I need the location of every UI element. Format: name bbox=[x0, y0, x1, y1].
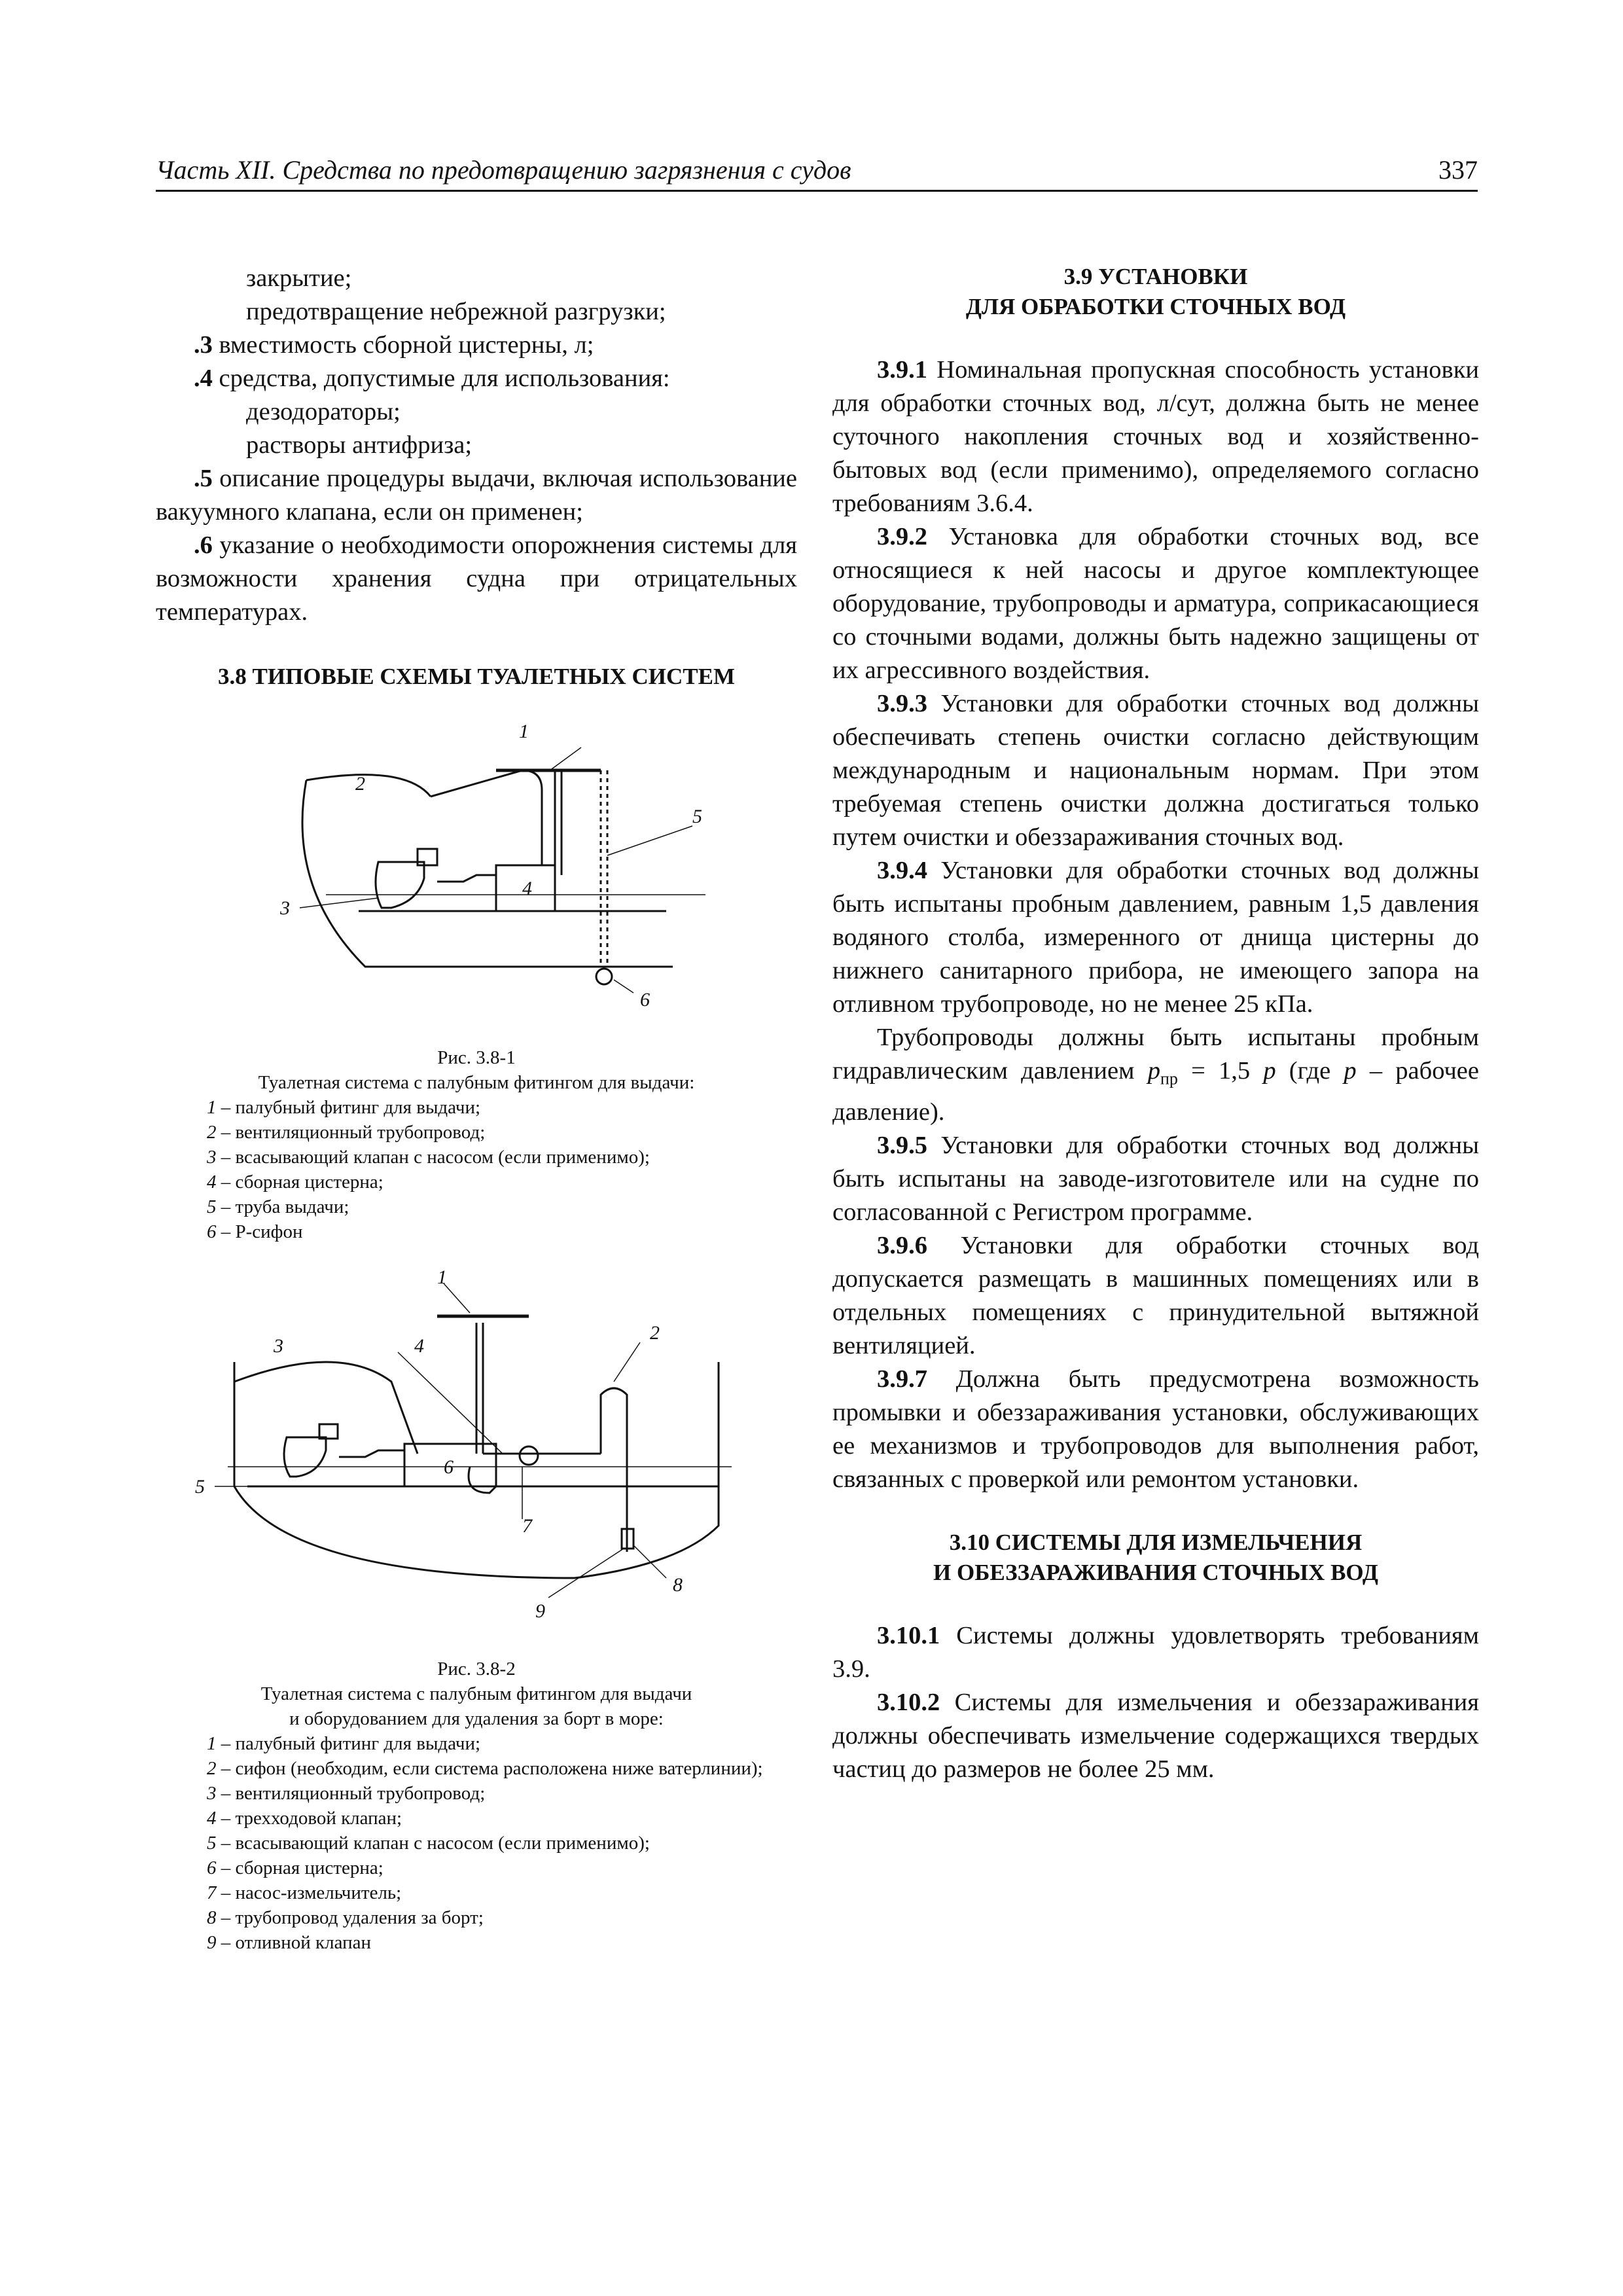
legend-item bbox=[156, 1095, 797, 1120]
item-text: вместимость сборной цистерны, л; bbox=[212, 331, 594, 359]
legend-text: – отливной клапан bbox=[216, 1932, 372, 1953]
legend-item bbox=[156, 1170, 797, 1194]
figure-3-8-2-diagram bbox=[156, 1270, 797, 1657]
item-text: описание процедуры выдачи, включая использование вакуумного клапана, если он применен; bbox=[156, 465, 797, 526]
heading-line: И ОБЕЗЗАРАЖИВАНИЯ СТОЧНЫХ ВОД bbox=[933, 1559, 1378, 1585]
list-item-4 bbox=[156, 362, 797, 395]
figure-desc: Туалетная система с палубным фитингом для выдачи: bbox=[258, 1072, 695, 1093]
paragraph-3-9-4 bbox=[832, 854, 1479, 1021]
para-text: – рабочее давление). bbox=[832, 1057, 1479, 1126]
para-number: 3.9.1 bbox=[877, 356, 927, 384]
legend-num: 2 bbox=[207, 1758, 217, 1779]
fig2-label-1: 1 bbox=[437, 1270, 447, 1288]
formula-var: p bbox=[1263, 1057, 1276, 1085]
leader-line bbox=[300, 898, 378, 908]
leader-line bbox=[398, 1352, 503, 1454]
macerator-pump bbox=[520, 1446, 538, 1465]
legend-text: – сборная цистерна; bbox=[216, 1857, 383, 1878]
formula-var: p bbox=[1344, 1057, 1357, 1085]
para-number: 3.9.5 bbox=[877, 1131, 927, 1159]
figure-3-8-2-caption bbox=[156, 1657, 797, 1955]
legend-text: – сифон (необходим, если система расположена ниже ватерлинии); bbox=[216, 1758, 763, 1779]
paragraph-3-9-3 bbox=[832, 687, 1479, 854]
para-number: 3.9.4 bbox=[877, 857, 927, 884]
page-number: 337 bbox=[1438, 155, 1478, 185]
para-text: Установка для обработки сточных вод, все относящиеся к ней насосы и другое комплектующее оборудование, трубопроводы и арматура, соприкасающиеся со сточными водами, должны быть надежно защищены от их агрессивного воздействия. bbox=[832, 523, 1479, 684]
legend-text: – сборная цистерна; bbox=[216, 1172, 383, 1193]
formula-var: p bbox=[1147, 1057, 1160, 1085]
legend-num: 4 bbox=[207, 1172, 217, 1193]
paragraph-3-10-1 bbox=[832, 1619, 1479, 1686]
legend-item bbox=[156, 1219, 797, 1244]
figure-title: Рис. 3.8-1 bbox=[437, 1047, 516, 1068]
p-trap bbox=[469, 1467, 496, 1493]
vent-pipe bbox=[431, 770, 542, 865]
legend-num: 2 bbox=[207, 1122, 217, 1143]
fig1-label-2: 2 bbox=[355, 773, 365, 795]
fig1-label-3: 3 bbox=[280, 897, 290, 919]
item-text: указание о необходимости опорожнения системы для возможности хранения судна при отрицательных температурах. bbox=[156, 531, 797, 626]
figure-title: Рис. 3.8-2 bbox=[437, 1659, 516, 1679]
legend-num: 3 bbox=[207, 1147, 217, 1168]
legend-num: 8 bbox=[207, 1907, 217, 1928]
leader-line bbox=[552, 747, 581, 769]
figure-3-8-1 bbox=[156, 718, 797, 1045]
para-text: Номинальная пропускная способность установки для обработки сточных вод, л/сут, должна быть не менее суточного накопления сточных вод и хозяйственно-бытовых вод (если применимо), определяемого согласно требованиям 3.6.4. bbox=[832, 356, 1479, 517]
legend-text: – всасывающий клапан с насосом (если применимо); bbox=[216, 1833, 650, 1854]
item-number: .3 bbox=[194, 331, 213, 359]
para-number: 3.10.1 bbox=[877, 1621, 940, 1649]
paragraph-3-9-2 bbox=[832, 520, 1479, 687]
legend-item bbox=[156, 1930, 797, 1955]
legend-text: – трехходовой клапан; bbox=[216, 1808, 402, 1829]
fig2-label-9: 9 bbox=[535, 1600, 545, 1622]
formula-text: = 1,5 bbox=[1177, 1057, 1264, 1085]
heading-line: 3.10 СИСТЕМЫ ДЛЯ ИЗМЕЛЬЧЕНИЯ bbox=[949, 1529, 1363, 1555]
para-text: Установки для обработки сточных вод должны обеспечивать степень очистки согласно действующим международным и национальным нормам. При этом требуемая степень очистки должна достигаться только путем очистки и обеззараживания сточных вод. bbox=[832, 690, 1479, 851]
para-text: Установки для обработки сточных вод допускается размещать в машинных помещениях или в отдельных помещениях с принудительной вытяжной вентиляцией. bbox=[832, 1231, 1479, 1359]
legend-num: 7 bbox=[207, 1882, 217, 1903]
legend-item bbox=[156, 1145, 797, 1170]
p-trap-circle bbox=[596, 969, 612, 984]
formula-sub: пр bbox=[1160, 1069, 1178, 1088]
legend-item bbox=[156, 1856, 797, 1880]
fig2-label-8: 8 bbox=[673, 1574, 683, 1596]
item-text: средства, допустимые для использования: bbox=[212, 365, 670, 392]
item-number: .5 bbox=[194, 465, 213, 492]
legend-num: 5 bbox=[207, 1833, 217, 1854]
heading-line: ДЛЯ ОБРАБОТКИ СТОЧНЫХ ВОД bbox=[965, 294, 1346, 319]
section-heading-3-8: 3.8 ТИПОВЫЕ СХЕМЫ ТУАЛЕТНЫХ СИСТЕМ bbox=[218, 664, 735, 689]
legend-text: – трубопровод удаления за борт; bbox=[216, 1907, 484, 1928]
legend-text: – всасывающий клапан с насосом (если применимо); bbox=[216, 1147, 650, 1168]
suction-pipe bbox=[437, 875, 496, 882]
list-line: дезодораторы; bbox=[246, 398, 401, 425]
paragraph-3-9-1 bbox=[832, 353, 1479, 520]
legend-text: – насос-измельчитель; bbox=[216, 1882, 402, 1903]
paragraph-3-10-2 bbox=[832, 1686, 1479, 1786]
legend-text: – палубный фитинг для выдачи; bbox=[216, 1097, 481, 1118]
list-line: растворы антифриза; bbox=[246, 431, 473, 459]
figure-desc: Туалетная система с палубным фитингом для выдачи bbox=[260, 1683, 692, 1704]
item-number: .6 bbox=[194, 531, 213, 559]
list-item-6 bbox=[156, 529, 797, 629]
para-text: Системы для измельчения и обеззараживания должны обеспечивать измельчение содержащихся твердых частиц до размеров не более 25 мм. bbox=[832, 1688, 1479, 1783]
hull-line bbox=[302, 780, 673, 967]
fig2-label-2: 2 bbox=[650, 1322, 660, 1344]
legend-num: 5 bbox=[207, 1196, 217, 1217]
legend-item bbox=[156, 1120, 797, 1145]
legend-num: 4 bbox=[207, 1808, 217, 1829]
formula-text: (где bbox=[1275, 1057, 1344, 1085]
paragraph-3-9-7 bbox=[832, 1363, 1479, 1496]
legend-item bbox=[156, 1905, 797, 1930]
para-number: 3.9.7 bbox=[877, 1365, 927, 1393]
leader-line bbox=[444, 1283, 470, 1313]
fig1-label-5: 5 bbox=[692, 806, 702, 827]
para-text: Установки для обработки сточных вод должны быть испытаны на заводе-изготовителе или на судне по согласованной с Регистром программе. bbox=[832, 1131, 1479, 1226]
legend-item bbox=[156, 1806, 797, 1831]
para-text: Трубопроводы должны быть испытаны пробным гидравлическим давлением bbox=[832, 1024, 1479, 1085]
list-line: предотвращение небрежной разгрузки; bbox=[246, 298, 666, 325]
legend-text: – вентиляционный трубопровод; bbox=[216, 1122, 486, 1143]
paragraph-3-9-4-pipes bbox=[832, 1021, 1479, 1129]
para-text: Установки для обработки сточных вод должны быть испытаны пробным давлением, равным 1,5 давления водяного столба, измеренного от днища цистерны до нижнего санитарного прибора, не имеющего запора на отливном трубопроводе, но не менее 25 кПа. bbox=[832, 857, 1479, 1018]
page-header bbox=[156, 154, 1478, 192]
toilet-shape bbox=[284, 1437, 326, 1477]
legend-item bbox=[156, 1194, 797, 1219]
leader-line bbox=[607, 826, 692, 855]
leader-line bbox=[614, 1342, 640, 1382]
legend-text: – труба выдачи; bbox=[216, 1196, 349, 1217]
section-heading-3-9 bbox=[832, 262, 1479, 322]
paragraph-3-9-5 bbox=[832, 1129, 1479, 1229]
figure-3-8-1-diagram bbox=[156, 718, 797, 1045]
deck-line bbox=[306, 775, 431, 797]
leader-line bbox=[614, 980, 633, 993]
section-heading-3-10 bbox=[832, 1528, 1479, 1588]
fig2-label-7: 7 bbox=[522, 1515, 532, 1537]
legend-item bbox=[156, 1756, 797, 1781]
leader-line bbox=[548, 1549, 624, 1598]
fig1-label-1: 1 bbox=[519, 721, 529, 742]
figure-3-8-1-caption bbox=[156, 1045, 797, 1244]
legend-text: – палубный фитинг для выдачи; bbox=[216, 1733, 481, 1754]
paragraph-3-9-6 bbox=[832, 1229, 1479, 1363]
fig1-label-4: 4 bbox=[522, 878, 532, 899]
para-text: Должна быть предусмотрена возможность промывки и обеззараживания установки, обслуживающих ее механизмов и трубопроводов для выполнения работ, связанных с проверкой или ремонтом установки. bbox=[832, 1365, 1479, 1493]
fig2-label-3: 3 bbox=[274, 1335, 283, 1357]
para-number: 3.9.6 bbox=[877, 1231, 927, 1259]
fig2-label-6: 6 bbox=[444, 1456, 454, 1478]
legend-num: 6 bbox=[207, 1221, 217, 1242]
legend-text: – Р-сифон bbox=[216, 1221, 303, 1242]
legend-text: – вентиляционный трубопровод; bbox=[216, 1783, 486, 1804]
legend-num: 1 bbox=[207, 1097, 217, 1118]
legend-item bbox=[156, 1781, 797, 1806]
list-item-5 bbox=[156, 462, 797, 529]
right-column bbox=[832, 262, 1479, 1786]
figure-desc: и оборудованием для удаления за борт в море: bbox=[289, 1708, 664, 1729]
running-title: Часть XII. Средства по предотвращению загрязнения с судов bbox=[156, 155, 851, 185]
fig2-label-5: 5 bbox=[195, 1476, 205, 1498]
item-number: .4 bbox=[194, 365, 213, 392]
list-item-3 bbox=[156, 329, 797, 362]
fig2-label-4: 4 bbox=[414, 1335, 424, 1357]
heading-line: 3.9 УСТАНОВКИ bbox=[1063, 264, 1248, 289]
legend-num: 3 bbox=[207, 1783, 217, 1804]
fig1-label-6: 6 bbox=[640, 989, 650, 1011]
toilet-shape bbox=[376, 862, 424, 908]
legend-item bbox=[156, 1731, 797, 1756]
para-number: 3.10.2 bbox=[877, 1688, 940, 1716]
para-number: 3.9.2 bbox=[877, 523, 927, 550]
suction-pipe bbox=[339, 1450, 404, 1457]
legend-num: 1 bbox=[207, 1733, 217, 1754]
para-number: 3.9.3 bbox=[877, 690, 927, 717]
legend-num: 6 bbox=[207, 1857, 217, 1878]
legend-item bbox=[156, 1880, 797, 1905]
leader-line bbox=[633, 1545, 666, 1578]
left-column bbox=[156, 262, 797, 1955]
para-text: Системы должны удовлетворять требованиям 3.9. bbox=[832, 1621, 1479, 1683]
legend-num: 9 bbox=[207, 1932, 217, 1953]
figure-3-8-2 bbox=[156, 1270, 797, 1657]
list-line: закрытие; bbox=[246, 264, 352, 292]
legend-item bbox=[156, 1831, 797, 1856]
siphon-loop bbox=[601, 1388, 627, 1552]
